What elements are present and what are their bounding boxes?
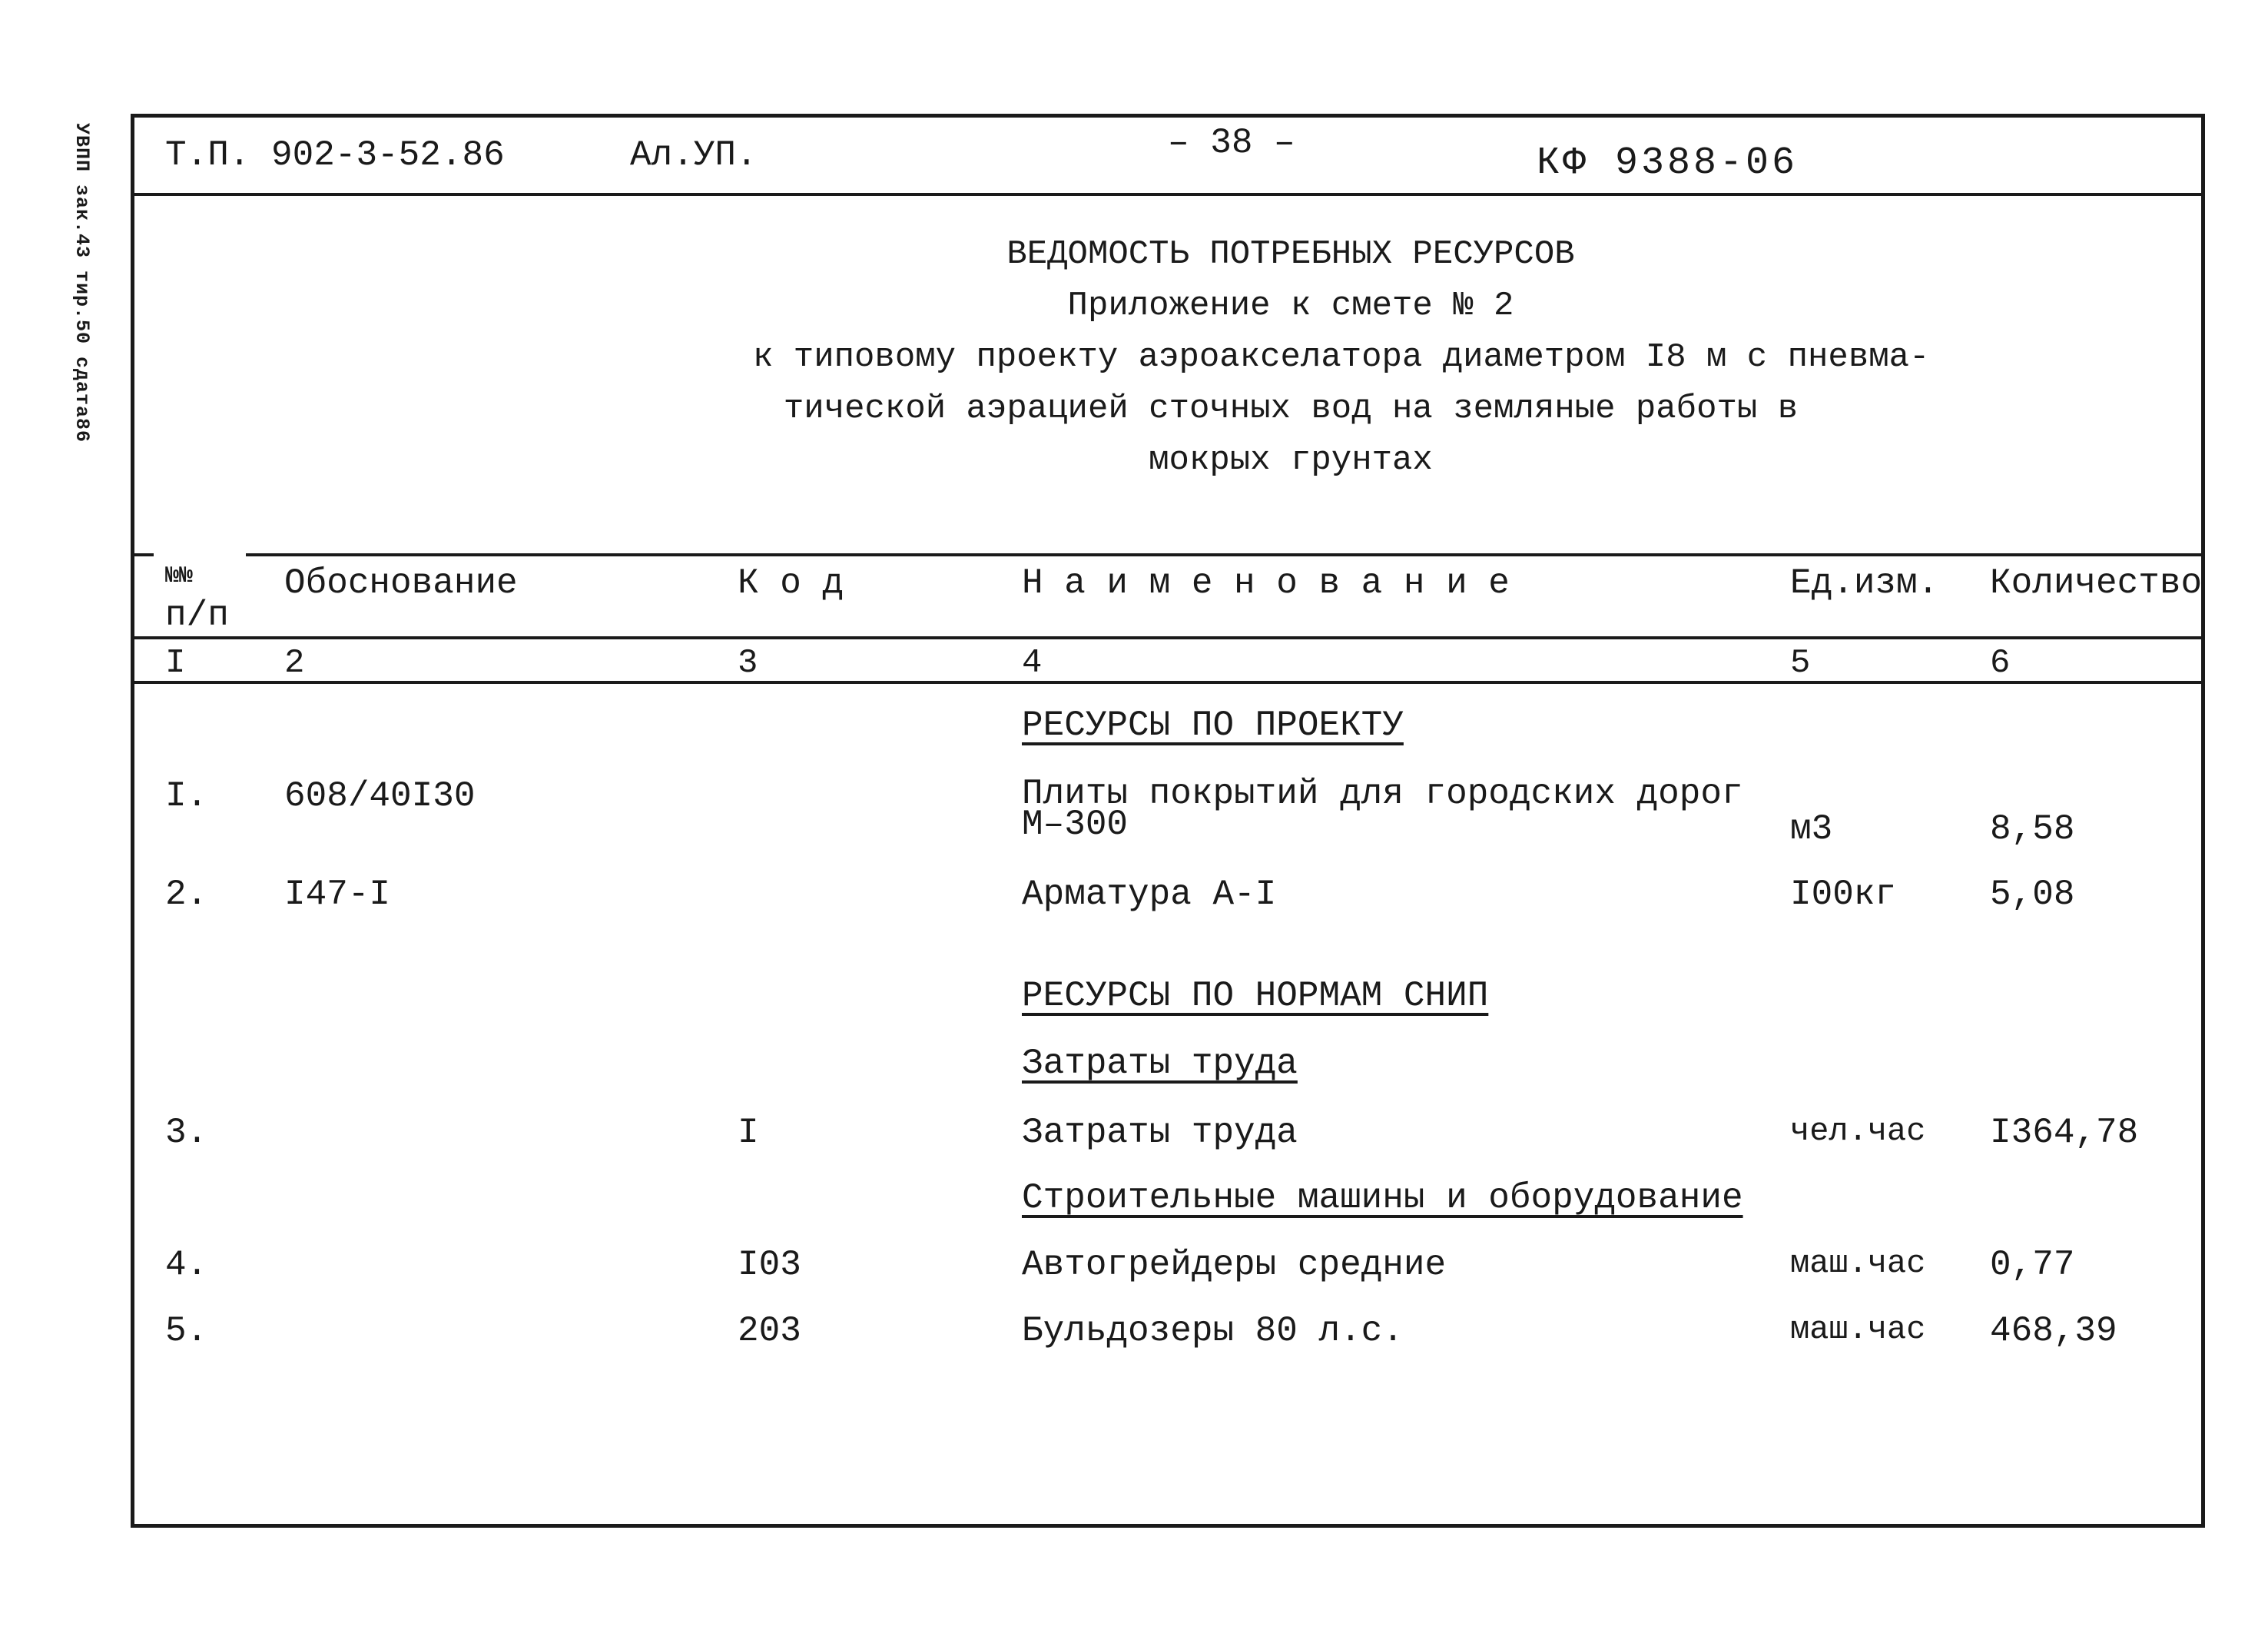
col-basis-header: Обоснование <box>284 563 518 603</box>
col-unit-header: Ед.изм. <box>1790 563 1939 603</box>
document-code: КФ 9388-06 <box>1537 141 1799 185</box>
column-header-divider <box>131 636 2205 639</box>
row-name: Автогрейдеры средние <box>1022 1245 1447 1285</box>
page-number: – 38 – <box>1168 123 1295 163</box>
row-unit: маш.час <box>1790 1311 1926 1348</box>
row-unit: чел.час <box>1790 1113 1926 1150</box>
title-line-5: мокрых грунтах <box>1149 441 1433 480</box>
row-basis: 608/40I30 <box>284 776 476 816</box>
col-no-header-top: №№ <box>165 563 194 589</box>
frame-right-line <box>2201 114 2205 1528</box>
column-number-divider <box>131 681 2205 684</box>
frame-top-line <box>131 114 2205 118</box>
col-name-header: Н а и м е н о в а н и е <box>1022 563 1510 603</box>
section-labor-costs: Затраты труда <box>1022 1044 1298 1084</box>
row-quantity: I364,78 <box>1990 1113 2139 1153</box>
table-top-line-left <box>131 553 154 556</box>
row-number: 5. <box>165 1311 208 1351</box>
section-snip-resources: РЕСУРСЫ ПО НОРМАМ СНИП <box>1022 976 1489 1016</box>
row-name: Арматура А-I <box>1022 875 1277 914</box>
header-divider <box>131 193 2205 196</box>
row-name: Затраты труда <box>1022 1113 1298 1153</box>
col-number-3: 3 <box>738 644 758 682</box>
row-code: 203 <box>738 1311 801 1351</box>
row-number: 3. <box>165 1113 208 1153</box>
col-no-header-bottom: п/п <box>165 596 229 636</box>
frame-left-line <box>131 114 134 1528</box>
row-number: 4. <box>165 1245 208 1285</box>
section-machines: Строительные машины и оборудование <box>1022 1178 1743 1218</box>
row-code: I03 <box>738 1245 801 1285</box>
col-number-1: I <box>165 644 186 682</box>
album-number: Ал.УП. <box>630 135 758 175</box>
row-quantity: 5,08 <box>1990 875 2075 914</box>
row-number: 2. <box>165 875 208 914</box>
col-qty-header: Количество <box>1990 563 2203 603</box>
title-line-1: ВЕДОМОСТЬ ПОТРЕБНЫХ РЕСУРСОВ <box>1006 235 1575 274</box>
document-frame <box>131 114 2205 1528</box>
col-number-5: 5 <box>1790 644 1811 682</box>
table-top-line <box>246 553 2205 556</box>
col-number-6: 6 <box>1990 644 2011 682</box>
row-name <box>1022 774 1743 845</box>
side-registration-note: УВПП зак.43 тир.50 сдата86 <box>71 123 93 443</box>
col-number-4: 4 <box>1022 644 1043 682</box>
col-number-2: 2 <box>284 644 305 682</box>
section-project-resources: РЕСУРСЫ ПО ПРОЕКТУ <box>1022 705 1404 745</box>
document-title <box>753 229 1930 486</box>
row-unit: маш.час <box>1790 1245 1926 1282</box>
row-code: I <box>738 1113 759 1153</box>
row-quantity: 0,77 <box>1990 1245 2075 1285</box>
title-line-2: Приложение к смете № 2 <box>1067 287 1514 325</box>
row-quantity: 8,58 <box>1990 809 2075 849</box>
project-reference: Т.П. 902-3-52.86 <box>165 135 505 175</box>
row-unit: м3 <box>1790 809 1833 849</box>
title-line-4: тической аэрацией сточных вод на земляные работы в <box>783 390 1799 428</box>
title-line-3: к типовому проекту аэроакселатора диаметром I8 м с пневма- <box>753 338 1930 377</box>
row-quantity: 468,39 <box>1990 1311 2117 1351</box>
row-basis: I47-I <box>284 875 391 914</box>
row-name: Бульдозеры 80 л.с. <box>1022 1311 1404 1351</box>
frame-bottom-line <box>131 1524 2205 1528</box>
row-unit: I00кг <box>1790 875 1897 914</box>
col-code-header: К о д <box>738 563 844 603</box>
row-number: I. <box>165 776 208 816</box>
row-name-line-2: М–300 <box>1022 805 1129 845</box>
row-name-line-1: Плиты покрытий для городских дорог <box>1022 774 1743 814</box>
